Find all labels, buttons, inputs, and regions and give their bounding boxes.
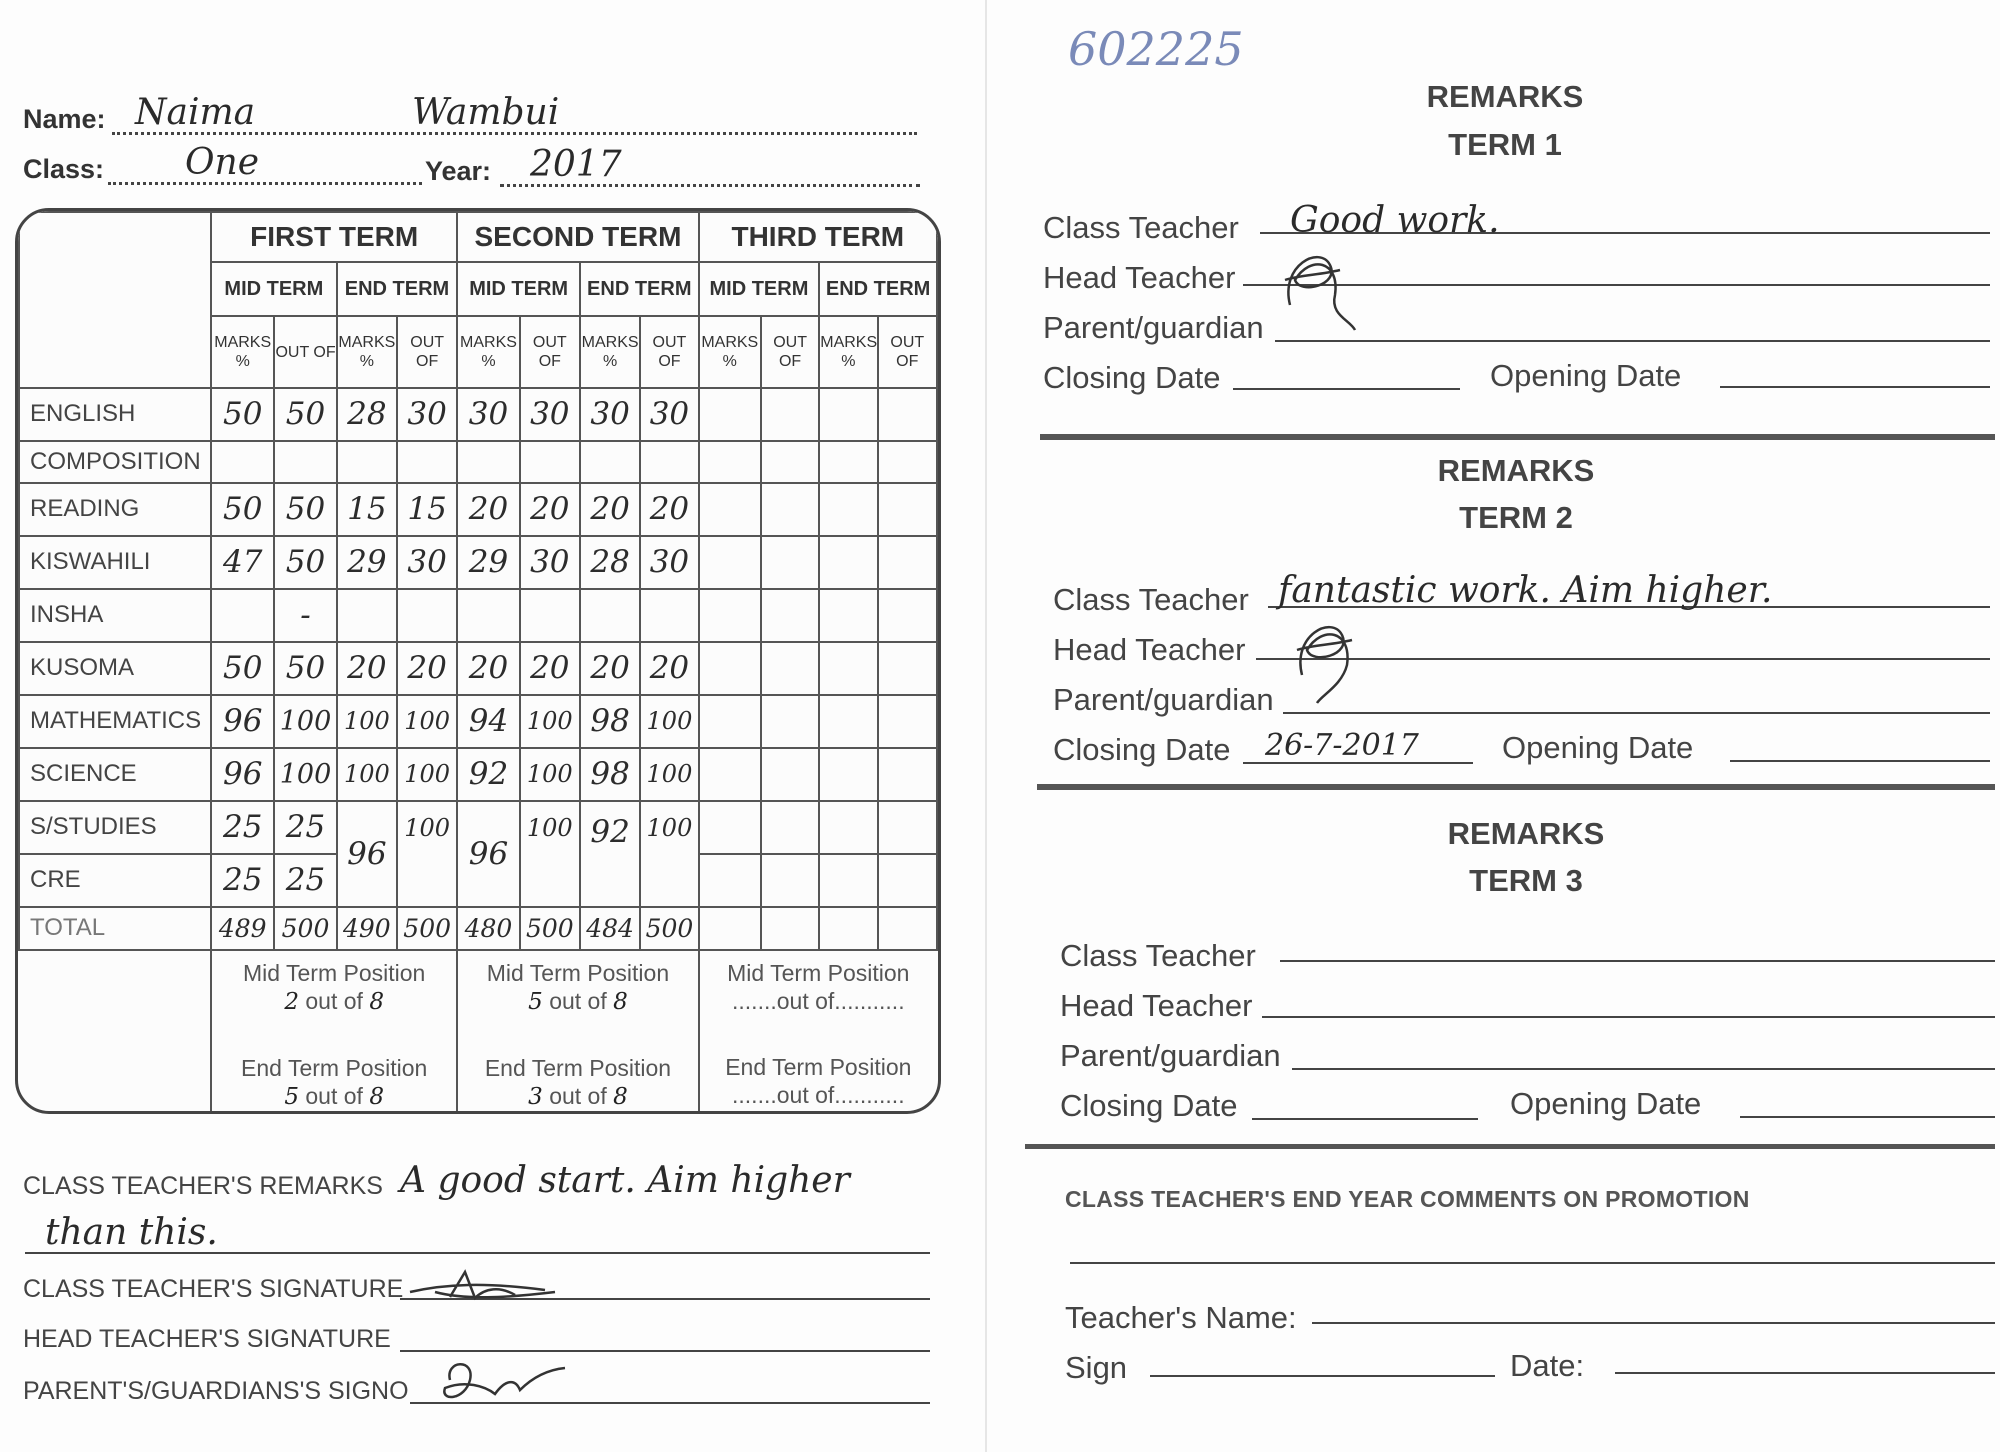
total-cell: 500 [640, 907, 698, 950]
mark-cell: 92 [580, 801, 640, 907]
parent-signature-label: PARENT'S/GUARDIANS'S SIGNO [23, 1377, 409, 1405]
term3-closing-label: Closing Date [1060, 1088, 1238, 1123]
mark-cell [819, 801, 877, 854]
mark-cell: 20 [640, 483, 698, 536]
mark-cell: 92 [457, 748, 519, 801]
grades-table [15, 208, 941, 1114]
mark-cell: 100 [640, 695, 698, 748]
mark-cell: 20 [397, 642, 457, 695]
mark-cell [761, 441, 819, 483]
mark-cell [699, 483, 761, 536]
mark-cell [520, 589, 580, 642]
out-of-label: out of [776, 1082, 835, 1108]
mark-cell: 25 [274, 854, 336, 907]
mark-cell [211, 589, 274, 642]
position-cell-term-2 [457, 950, 698, 1111]
mark-cell: 50 [274, 642, 336, 695]
mark-cell [878, 854, 937, 907]
table-row [19, 801, 937, 854]
end-position: 5 [284, 1084, 299, 1110]
mark-cell [878, 589, 937, 642]
table-row [19, 536, 937, 589]
mark-cell: 96 [211, 695, 274, 748]
mark-cell: 25 [211, 801, 274, 854]
term3-parent-label: Parent/guardian [1060, 1038, 1281, 1073]
mark-cell: 25 [211, 854, 274, 907]
term1-opening-line [1720, 386, 1990, 388]
subject-name: READING [19, 483, 211, 536]
mid-position-total: 8 [613, 989, 628, 1015]
mark-cell: 15 [397, 483, 457, 536]
mark-cell [819, 642, 877, 695]
term1-parent-label: Parent/guardian [1043, 310, 1264, 345]
out-of-column-header: OUT OF [274, 316, 336, 388]
mid-position: 5 [528, 989, 543, 1015]
remarks-title-term1: REMARKS [1426, 79, 1584, 114]
marks-column-header: MARKS % [337, 316, 397, 388]
mark-cell [580, 441, 640, 483]
position-cell-term-3 [699, 950, 937, 1111]
mark-cell [761, 388, 819, 441]
total-cell [819, 907, 877, 950]
mark-cell [761, 589, 819, 642]
mark-cell: 25 [274, 801, 336, 854]
mark-cell: 100 [640, 801, 698, 907]
term1-closing-label: Closing Date [1043, 360, 1221, 395]
mark-cell [699, 536, 761, 589]
mark-cell: 30 [397, 536, 457, 589]
term-header-2: SECOND TERM [457, 212, 698, 262]
out-of-column-header: OUT OF [397, 316, 457, 388]
mark-cell [819, 536, 877, 589]
mid-term-position-value [212, 987, 456, 1016]
mark-cell [520, 441, 580, 483]
total-cell: 489 [211, 907, 274, 950]
end-term-position-label: End Term Position [725, 1054, 912, 1080]
student-year: 2017 [530, 144, 622, 185]
total-label: TOTAL [19, 907, 211, 950]
mark-cell [761, 483, 819, 536]
end-year-comments-title: CLASS TEACHER'S END YEAR COMMENTS ON PROMOTION [1065, 1186, 1750, 1212]
term3-title: TERM 3 [1469, 863, 1583, 898]
mark-cell: 100 [337, 695, 397, 748]
mark-cell [878, 695, 937, 748]
mid-term-header: MID TERM [457, 262, 580, 316]
term2-title: TERM 2 [1459, 500, 1573, 535]
out-of-column-header: OUT OF [878, 316, 937, 388]
mark-cell [699, 801, 761, 854]
mark-cell [878, 388, 937, 441]
term2-class-teacher-label: Class Teacher [1053, 582, 1249, 617]
mid-term-position-label: Mid Term Position [242, 960, 426, 986]
term2-opening-line [1730, 760, 1990, 762]
mark-cell: 100 [520, 695, 580, 748]
mark-cell [878, 642, 937, 695]
mark-cell [337, 589, 397, 642]
remarks-title-term3: REMARKS [1447, 816, 1605, 851]
mark-cell: 100 [640, 748, 698, 801]
term1-title: TERM 1 [1448, 127, 1562, 162]
mark-cell: 30 [520, 536, 580, 589]
mark-cell [761, 748, 819, 801]
mid-term-header: MID TERM [211, 262, 337, 316]
mark-cell: 20 [640, 642, 698, 695]
term3-opening-line [1740, 1116, 1995, 1118]
mark-cell: 20 [520, 483, 580, 536]
mark-cell: 98 [580, 748, 640, 801]
mark-cell: 50 [274, 536, 336, 589]
mark-cell [457, 441, 519, 483]
mark-cell: 29 [337, 536, 397, 589]
parent-signature [435, 1350, 575, 1410]
mark-cell: - [274, 589, 336, 642]
term2-closing-date: 26-7-2017 [1265, 728, 1419, 763]
mark-cell [819, 589, 877, 642]
mark-cell [699, 388, 761, 441]
out-of-label: out of [305, 988, 363, 1014]
out-of-label: out of [776, 988, 835, 1014]
term3-head-teacher-line [1262, 1016, 1995, 1018]
mark-cell: 30 [580, 388, 640, 441]
total-cell: 500 [397, 907, 457, 950]
mark-cell: 30 [397, 388, 457, 441]
term2-parent-line [1283, 712, 1990, 714]
marks-column-header: MARKS % [580, 316, 640, 388]
mark-cell [640, 441, 698, 483]
out-of-column-header: OUT OF [640, 316, 698, 388]
subject-name: S/STUDIES [19, 801, 211, 854]
mark-cell: 98 [580, 695, 640, 748]
mark-cell [819, 854, 877, 907]
table-row [19, 748, 937, 801]
class-teacher-signature-label: CLASS TEACHER'S SIGNATURE [23, 1275, 404, 1303]
divider [1040, 434, 1995, 440]
class-teacher-signature [405, 1262, 565, 1307]
mark-cell: 20 [580, 642, 640, 695]
term3-head-teacher-label: Head Teacher [1060, 988, 1253, 1023]
total-cell [761, 907, 819, 950]
term1-head-teacher-label: Head Teacher [1043, 260, 1236, 295]
term-header-1: FIRST TERM [211, 212, 457, 262]
mark-cell: 15 [337, 483, 397, 536]
subject-name: MATHEMATICS [19, 695, 211, 748]
table-row-total [19, 907, 937, 950]
subject-name: INSHA [19, 589, 211, 642]
mark-cell [699, 695, 761, 748]
divider [1037, 784, 1995, 790]
mark-cell: 28 [337, 388, 397, 441]
mark-cell [819, 695, 877, 748]
total-cell: 480 [457, 907, 519, 950]
mark-cell: 20 [457, 642, 519, 695]
mark-cell [457, 589, 519, 642]
subject-name: KISWAHILI [19, 536, 211, 589]
total-cell: 500 [520, 907, 580, 950]
term2-head-teacher-label: Head Teacher [1053, 632, 1246, 667]
table-row [19, 441, 937, 483]
year-label: Year: [425, 156, 492, 186]
mark-cell: 30 [457, 388, 519, 441]
mark-cell: 28 [580, 536, 640, 589]
mark-cell [761, 695, 819, 748]
end-position: 3 [528, 1084, 543, 1110]
out-of-label: out of [549, 1083, 607, 1109]
mark-cell [819, 441, 877, 483]
mark-cell [397, 589, 457, 642]
mark-cell [699, 589, 761, 642]
end-position-total: 8 [613, 1084, 628, 1110]
marks-column-header: MARKS % [699, 316, 761, 388]
term3-closing-line [1252, 1118, 1478, 1120]
term2-opening-label: Opening Date [1502, 730, 1694, 765]
out-of-column-header: OUT OF [520, 316, 580, 388]
table-row [19, 483, 937, 536]
mark-cell [397, 441, 457, 483]
page-fold [985, 0, 987, 1452]
mark-cell [761, 536, 819, 589]
mark-cell: 29 [457, 536, 519, 589]
mark-cell: 30 [520, 388, 580, 441]
mark-cell [580, 589, 640, 642]
divider [1025, 1144, 1995, 1149]
mark-cell: 100 [520, 801, 580, 907]
total-cell [699, 907, 761, 950]
mark-cell [699, 441, 761, 483]
subject-name: SCIENCE [19, 748, 211, 801]
mark-cell: 50 [211, 388, 274, 441]
mark-cell [878, 441, 937, 483]
mark-cell: 50 [211, 642, 274, 695]
remarks-line [25, 1252, 930, 1254]
mark-cell [761, 854, 819, 907]
table-row [19, 642, 937, 695]
mark-cell: 50 [211, 483, 274, 536]
class-teacher-remarks-label: CLASS TEACHER'S REMARKS [23, 1172, 383, 1200]
mid-term-position-label: Mid Term Position [727, 960, 910, 986]
mark-cell [878, 801, 937, 854]
sign-label: Sign [1065, 1350, 1128, 1385]
mark-cell [819, 483, 877, 536]
mid-position: 2 [284, 989, 299, 1015]
total-cell: 484 [580, 907, 640, 950]
class-teacher-remarks-line2: than this. [45, 1212, 218, 1253]
end-term-position-value: .......out of........... [732, 1082, 905, 1108]
mark-cell [878, 536, 937, 589]
mark-cell [211, 441, 274, 483]
mark-cell: 94 [457, 695, 519, 748]
mark-cell [761, 642, 819, 695]
end-term-position-label: End Term Position [484, 1055, 672, 1081]
date-label: Date: [1510, 1348, 1585, 1383]
head-teacher-signature [1270, 235, 1360, 335]
mark-cell: 20 [580, 483, 640, 536]
mark-cell: 100 [397, 801, 457, 907]
term3-class-teacher-label: Class Teacher [1060, 938, 1256, 973]
marks-column-header: MARKS % [211, 316, 274, 388]
class-label: Class: [23, 154, 105, 184]
mid-term-position-value [458, 987, 697, 1016]
teacher-name-label: Teacher's Name: [1065, 1300, 1297, 1335]
table-row [19, 695, 937, 748]
total-cell: 500 [274, 907, 336, 950]
name-label: Name: [23, 104, 106, 134]
sign-line [1150, 1375, 1495, 1377]
class-teacher-remarks-line1: A good start. Aim higher [400, 1160, 850, 1201]
mark-cell: 100 [520, 748, 580, 801]
class-line [108, 152, 422, 185]
term1-class-teacher-label: Class Teacher [1043, 210, 1239, 245]
term2-closing-label: Closing Date [1053, 732, 1231, 767]
end-year-comments-line [1070, 1262, 1995, 1264]
mid-term-position-label: Mid Term Position [486, 960, 670, 986]
mark-cell: 20 [457, 483, 519, 536]
teacher-name-line [1312, 1322, 1995, 1324]
mark-cell [761, 801, 819, 854]
term1-parent-line [1275, 340, 1990, 342]
mark-cell: 20 [520, 642, 580, 695]
mark-cell [699, 854, 761, 907]
subject-name: CRE [19, 854, 211, 907]
table-row [19, 388, 937, 441]
term1-class-teacher-remark: Good work. [1290, 200, 1500, 241]
mark-cell: 30 [640, 388, 698, 441]
end-term-header: END TERM [337, 262, 458, 316]
position-row [19, 950, 937, 1111]
term3-parent-line [1292, 1068, 1995, 1070]
term-header-3: THIRD TERM [699, 212, 937, 262]
student-class: One [185, 142, 260, 183]
mark-cell [819, 388, 877, 441]
table-row [19, 589, 937, 642]
mark-cell [337, 441, 397, 483]
mid-term-position-value: .......out of........... [732, 988, 905, 1014]
mark-cell [819, 748, 877, 801]
end-term-position-value [458, 1082, 697, 1111]
marks-column-header: MARKS % [457, 316, 519, 388]
serial-number: 602225 [1068, 22, 1244, 76]
mark-cell: 100 [274, 748, 336, 801]
mark-cell: 100 [397, 748, 457, 801]
date-line [1615, 1372, 1995, 1374]
end-position-total: 8 [369, 1084, 384, 1110]
out-of-column-header: OUT OF [761, 316, 819, 388]
remarks-title-term2: REMARKS [1437, 453, 1595, 488]
marks-column-header: MARKS % [819, 316, 877, 388]
mid-position-total: 8 [369, 989, 384, 1015]
mark-cell: 47 [211, 536, 274, 589]
mark-cell [640, 589, 698, 642]
out-of-label: out of [305, 1083, 363, 1109]
head-teacher-signature-label: HEAD TEACHER'S SIGNATURE [23, 1325, 391, 1353]
mark-cell: 30 [640, 536, 698, 589]
subject-name: ENGLISH [19, 388, 211, 441]
mark-cell [274, 441, 336, 483]
mark-cell: 20 [337, 642, 397, 695]
mark-cell: 50 [274, 388, 336, 441]
term3-class-teacher-line [1280, 960, 1995, 962]
mark-cell [699, 642, 761, 695]
mark-cell [878, 748, 937, 801]
mark-cell: 96 [337, 801, 397, 907]
student-last-name: Wambui [412, 92, 560, 133]
mark-cell: 100 [397, 695, 457, 748]
corner-cell [19, 212, 211, 388]
mark-cell: 100 [337, 748, 397, 801]
student-first-name: Naima [135, 92, 256, 133]
mark-cell [878, 483, 937, 536]
end-term-header: END TERM [819, 262, 937, 316]
end-term-header: END TERM [580, 262, 699, 316]
mid-term-header: MID TERM [699, 262, 820, 316]
mark-cell: 96 [211, 748, 274, 801]
total-cell [878, 907, 937, 950]
position-cell-term-1 [211, 950, 457, 1111]
mark-cell: 100 [274, 695, 336, 748]
term1-closing-line [1233, 388, 1460, 390]
end-term-position-label: End Term Position [241, 1055, 428, 1081]
subject-name: COMPOSITION [19, 441, 211, 483]
head-teacher-signature [1282, 605, 1372, 705]
mark-cell: 96 [457, 801, 519, 907]
term2-class-teacher-remark: fantastic work. Aim higher. [1278, 570, 1773, 611]
term3-opening-label: Opening Date [1510, 1086, 1702, 1121]
end-term-position-value [212, 1082, 456, 1111]
total-cell: 490 [337, 907, 397, 950]
mark-cell: 50 [274, 483, 336, 536]
position-spacer [19, 950, 211, 1111]
term1-opening-label: Opening Date [1490, 358, 1682, 393]
term2-parent-label: Parent/guardian [1053, 682, 1274, 717]
subject-name: KUSOMA [19, 642, 211, 695]
mark-cell [699, 748, 761, 801]
out-of-label: out of [549, 988, 607, 1014]
